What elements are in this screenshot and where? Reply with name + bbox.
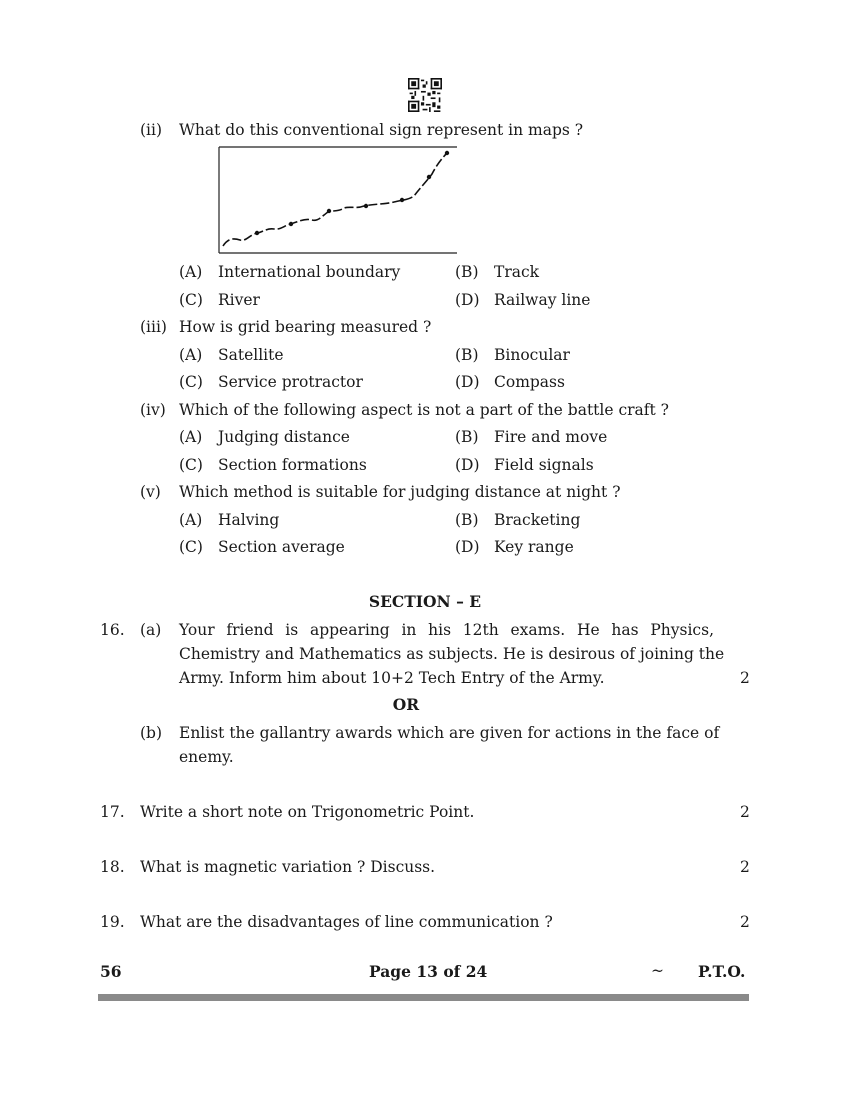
option-letter: (A) — [179, 511, 203, 529]
option-letter: (C) — [179, 456, 203, 474]
q19-number: 19. — [100, 913, 125, 931]
option-letter: (B) — [455, 428, 479, 446]
q16-number: 16. — [100, 621, 125, 639]
option-text: River — [218, 291, 260, 309]
q16-b-label: (b) — [140, 724, 163, 742]
q16-a-line: Chemistry and Mathematics as subjects. He is desirous of joining the — [179, 645, 725, 663]
option-text: Section average — [218, 538, 345, 556]
q15-iii-question: How is grid bearing measured ? — [179, 318, 432, 336]
q18-marks: 2 — [740, 858, 750, 876]
q19-text: What are the disadvantages of line communication ? — [140, 913, 553, 931]
option-text: Halving — [218, 511, 280, 529]
q15-iv-number: (iv) — [140, 401, 166, 419]
pto-label: P.T.O. — [698, 962, 746, 981]
option-letter: (A) — [179, 263, 203, 281]
option-text: Track — [494, 263, 540, 281]
q16-b-line: enemy. — [179, 748, 234, 766]
footer-rule — [98, 994, 749, 1001]
option-text: Satellite — [218, 346, 284, 364]
footer-code: 56 — [100, 962, 122, 981]
option-letter: (D) — [455, 291, 480, 309]
q18-text: What is magnetic variation ? Discuss. — [140, 858, 436, 876]
option-text: Section formations — [218, 456, 367, 474]
option-text: Bracketing — [494, 511, 581, 529]
option-text: Binocular — [494, 346, 570, 364]
option-text: Field signals — [494, 456, 594, 474]
q15-ii-number: (ii) — [140, 121, 163, 139]
option-letter: (B) — [455, 511, 479, 529]
q15-v-question: Which method is suitable for judging distance at night ? — [179, 483, 621, 501]
q16-a-line: Your friend is appearing in his 12th exams. He has Physics, — [179, 621, 714, 639]
option-text: Key range — [494, 538, 574, 556]
q15-ii-question: What do this conventional sign represent in maps ? — [179, 121, 584, 139]
footer-tilde: ~ — [651, 962, 664, 980]
q16-b-line: Enlist the gallantry awards which are given for actions in the face of — [179, 724, 720, 742]
option-letter: (D) — [455, 373, 480, 391]
option-letter: (C) — [179, 291, 203, 309]
q16-a-label: (a) — [140, 621, 162, 639]
q19-marks: 2 — [740, 913, 750, 931]
page-number: Page 13 of 24 — [369, 962, 488, 981]
option-letter: (C) — [179, 373, 203, 391]
q15-v-number: (v) — [140, 483, 161, 501]
q17-marks: 2 — [740, 803, 750, 821]
option-letter: (A) — [179, 428, 203, 446]
option-letter: (D) — [455, 538, 480, 556]
option-letter: (D) — [455, 456, 480, 474]
q17-number: 17. — [100, 803, 125, 821]
option-text: Compass — [494, 373, 565, 391]
section-title: SECTION – E — [368, 592, 482, 611]
option-text: Judging distance — [218, 428, 350, 446]
option-text: Service protractor — [218, 373, 363, 391]
option-text: International boundary — [218, 263, 401, 281]
q16-marks: 2 — [740, 669, 750, 687]
option-letter: (A) — [179, 346, 203, 364]
or-divider: OR — [392, 695, 420, 714]
option-text: Fire and move — [494, 428, 608, 446]
option-letter: (B) — [455, 346, 479, 364]
option-letter: (B) — [455, 263, 479, 281]
q18-number: 18. — [100, 858, 125, 876]
option-text: Railway line — [494, 291, 591, 309]
conventional-sign-figure — [218, 146, 458, 254]
q16-a-line: Army. Inform him about 10+2 Tech Entry of the Army. — [179, 669, 605, 687]
qr-code-icon — [408, 78, 442, 112]
q17-text: Write a short note on Trigonometric Point. — [140, 803, 475, 821]
q15-iv-question: Which of the following aspect is not a part of the battle craft ? — [179, 401, 669, 419]
option-letter: (C) — [179, 538, 203, 556]
q15-iii-number: (iii) — [140, 318, 167, 336]
